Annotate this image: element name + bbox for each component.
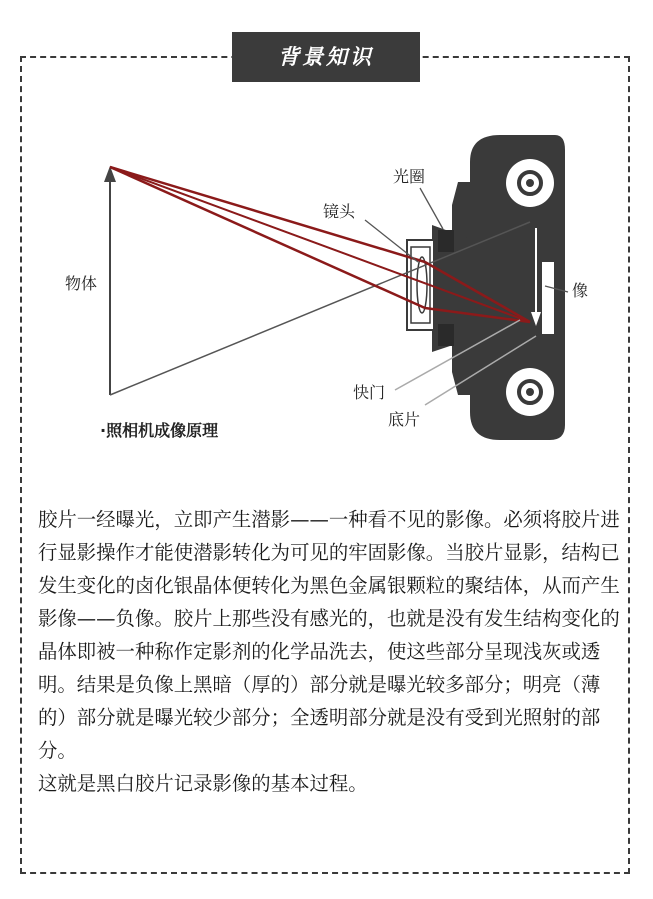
label-image: 像 — [572, 281, 589, 300]
film-strip — [542, 262, 554, 334]
paragraph: 胶片一经曝光，立即产生潜影——一种看不见的影像。必须将胶片进行显影操作才能使潜影转化为可见的牢固影像。当胶片显影，结构已发生变化的卤化银晶体便转化为黑色金属银颗粒的聚结体，从而产生影像——负像。胶片上那些没有感光的，也就是没有发生结构变化的晶体即被一种称作定影剂的化学品洗去，使这些部分呈现浅灰或透明。结果是负像上黑暗（厚的）部分就是曝光较多部分；明亮（薄的）部分就是曝光较少部分；全透明部分就是没有受到光照射的部分。 — [38, 508, 620, 762]
label-film: 底片 — [388, 410, 421, 429]
reel-bottom-icon — [506, 368, 554, 416]
ray-red-2a — [110, 167, 425, 308]
object-arrow — [104, 166, 116, 395]
reel-top-icon — [506, 159, 554, 207]
section-title: 背景知识 — [232, 32, 420, 82]
label-aperture: 光圈 — [393, 167, 426, 186]
ray-red-1a — [110, 167, 425, 262]
label-shutter: 快门 — [353, 383, 386, 402]
label-object: 物体 — [65, 274, 98, 293]
diagram-caption: ·照相机成像原理 — [100, 421, 219, 440]
paragraph: 这就是黑白胶片记录影像的基本过程。 — [38, 772, 368, 795]
body-text — [38, 503, 626, 800]
label-lens: 镜头 — [323, 202, 356, 221]
